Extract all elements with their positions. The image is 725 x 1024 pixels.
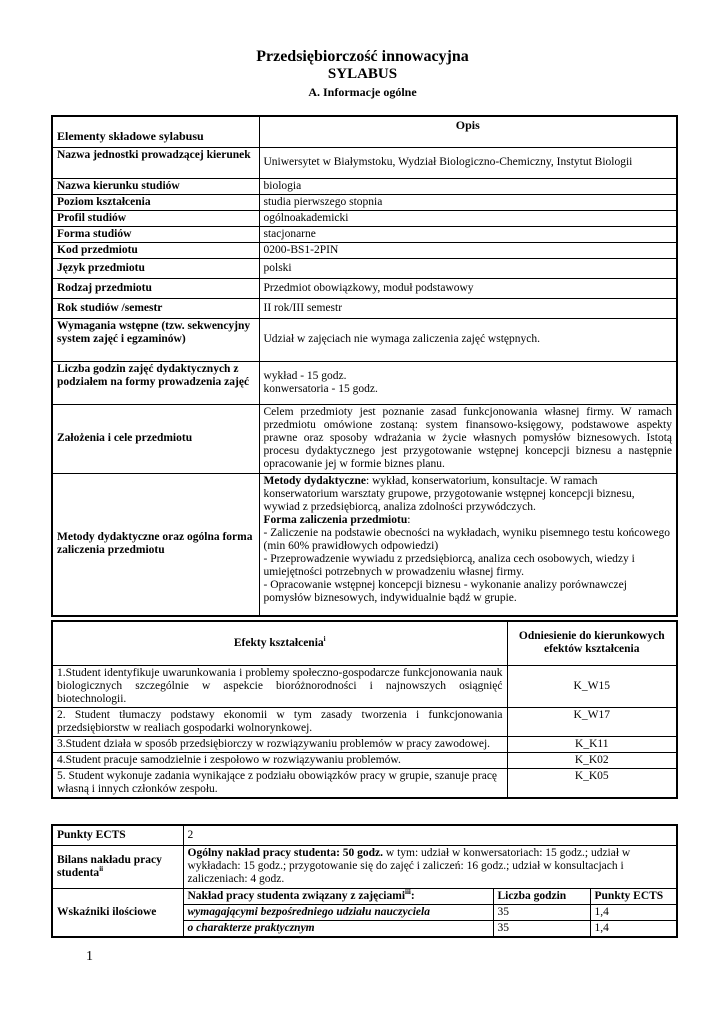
effect-text: 4.Student pracuje samodzielnie i zespołowo w rozwiązywaniu problemów. [52, 752, 507, 768]
indicator-hours: 35 [493, 904, 590, 920]
general-info-table [51, 115, 678, 617]
row-label: Rok studiów /semestr [52, 298, 259, 318]
row-label: Liczba godzin zajęć dydaktycznych z podziałem na formy prowadzenia zajęć [52, 361, 259, 404]
balance-label: Bilans nakładu pracy studenta$^{ii}$ [52, 845, 183, 888]
form-colon: : [407, 513, 411, 526]
hours-conversatory: konwersatoria - 15 godz. [263, 382, 378, 395]
effect-ref: K_W15 [507, 665, 677, 707]
effect-ref: K_W17 [507, 707, 677, 736]
document-title: Przedsiębiorczość innowacyjna [256, 48, 469, 65]
row-value: Celem przedmioty jest poznanie zasad funkcjonowania własnej firmy. W ramach przedmiotu omówione zostaną: system finansowo-księgowy, podstawowe aspekty prawne oraz sposoby wdrażania w życie własnych pomysłów biznesowych. Istotą procesu dydaktycznego jest przygotowanie wstępnej koncepcji biznesu a następnie opracowanie jej w formie biznes planu. [259, 404, 677, 473]
row-value: II rok/III semestr [259, 298, 677, 318]
row-label: Język przedmiotu [52, 258, 259, 278]
row-value: Udział w zajęciach nie wymaga zaliczenia zajęć wstępnych. [259, 318, 677, 361]
column-header-effects: Efekty kształcenia$^i$ [52, 621, 507, 665]
effect-ref: K_K05 [507, 768, 677, 798]
row-label: Poziom kształcenia [52, 194, 259, 210]
row-value: ogólnoakademicki [259, 210, 677, 226]
form-item: - Opracowanie wstępnej koncepcji biznesu - wykonanie analizy porównawczej pomysłów biznesowych, indywidualnie bądź w grupie. [263, 578, 627, 604]
row-value: stacjonarne [259, 226, 677, 242]
row-value: 0200-BS1-2PIN [259, 242, 677, 258]
ects-points-label: Punkty ECTS [52, 825, 183, 845]
balance-value: Ogólny nakład pracy studenta: 50 godz. w tym: udział w konwersatoriach: 15 godz.; udział w wykładach: 15 godz.; przygotowanie się do zajęć i zaliczeń: 16 godz.; udział w konsultacjach i zaliczeniach: 4 godz. [183, 845, 677, 888]
effects-table [51, 620, 678, 799]
indicator-row-label: wymagającymi bezpośredniego udziału nauczyciela [183, 904, 493, 920]
column-header-hours: Liczba godzin [493, 888, 590, 904]
row-label: Nazwa jednostki prowadzącej kierunek [52, 147, 259, 178]
column-header-elements: Elementy składowe sylabusu [52, 116, 259, 147]
row-label: Metody dydaktyczne oraz ogólna forma zaliczenia przedmiotu [52, 473, 259, 616]
row-label: Forma studiów [52, 226, 259, 242]
methods-title: Metody dydaktyczne [263, 474, 367, 487]
row-value [259, 361, 677, 404]
indicators-header: Nakład pracy studenta związany z zajęciami$^{iii}$: [183, 888, 493, 904]
row-label: Profil studiów [52, 210, 259, 226]
form-title: Forma zaliczenia przedmiotu [263, 513, 408, 526]
row-label: Założenia i cele przedmiotu [52, 404, 259, 473]
ects-points-value: 2 [183, 825, 677, 845]
hours-lecture: wykład - 15 godz. [263, 369, 347, 382]
ects-table [51, 824, 678, 938]
column-header-ects: Punkty ECTS [590, 888, 677, 904]
methods-cell [259, 473, 677, 616]
row-label: Nazwa kierunku studiów [52, 178, 259, 194]
indicators-label: Wskaźniki ilościowe [52, 888, 183, 937]
row-value: biologia [259, 178, 677, 194]
methods-text: : wykład, konserwatorium, konsultacje. W ramach konserwatorium warsztaty grupowe, przygotowanie wstępnej koncepcji biznesu, wywiad z przedsiębiorcą, analiza zdolności przywódczych. [263, 474, 635, 513]
section-heading: A. Informacje ogólne [308, 85, 417, 99]
row-label: Kod przedmiotu [52, 242, 259, 258]
column-header-description: Opis [259, 116, 677, 147]
indicator-row-label: o charakterze praktycznym [183, 920, 493, 937]
effect-text: 5. Student wykonuje zadania wynikające z podziału obowiązków pracy w grupie, szanuje pracę własną i innych członków zespołu. [52, 768, 507, 798]
effect-text: 1.Student identyfikuje uwarunkowania i problemy społeczno-gospodarcze funkcjonowania nauk biologicznych szczególnie w aspekcie bioróżnorodności i najnowszych osiągnięć biotechnologii. [52, 665, 507, 707]
effect-text: 3.Student działa w sposób przedsiębiorczy w rozwiązywaniu problemów w pracy zawodowej. [52, 736, 507, 752]
column-header-reference: Odniesienie do kierunkowych efektów kształcenia [507, 621, 677, 665]
page-number: 1 [86, 949, 93, 964]
indicator-points: 1,4 [590, 904, 677, 920]
row-label: Rodzaj przedmiotu [52, 278, 259, 298]
indicator-points: 1,4 [590, 920, 677, 937]
indicator-hours: 35 [493, 920, 590, 937]
row-value: Uniwersytet w Białymstoku, Wydział Biologiczno-Chemiczny, Instytut Biologii [259, 147, 677, 178]
row-value: studia pierwszego stopnia [259, 194, 677, 210]
row-label: Wymagania wstępne (tzw. sekwencyjny system zajęć i egzaminów) [52, 318, 259, 361]
row-value: polski [259, 258, 677, 278]
form-item: - Przeprowadzenie wywiadu z przedsiębiorcą, analiza cech osobowych, wiedzy i umiejętności potrzebnych w prowadzeniu własnej firmy. [263, 552, 635, 578]
form-item: - Zaliczenie na podstawie obecności na wykładach, wyniku pisemnego testu końcowego (min 60% prawidłowych odpowiedzi) [263, 526, 671, 552]
effect-text: 2. Student tłumaczy podstawy ekonomii w tym zasady tworzenia i funkcjonowania przedsiębiorstw w realiach gospodarki wolnorynkowej. [52, 707, 507, 736]
document-subtitle: SYLABUS [327, 66, 398, 82]
row-value: Przedmiot obowiązkowy, moduł podstawowy [259, 278, 677, 298]
effect-ref: K_K11 [507, 736, 677, 752]
effect-ref: K_K02 [507, 752, 677, 768]
